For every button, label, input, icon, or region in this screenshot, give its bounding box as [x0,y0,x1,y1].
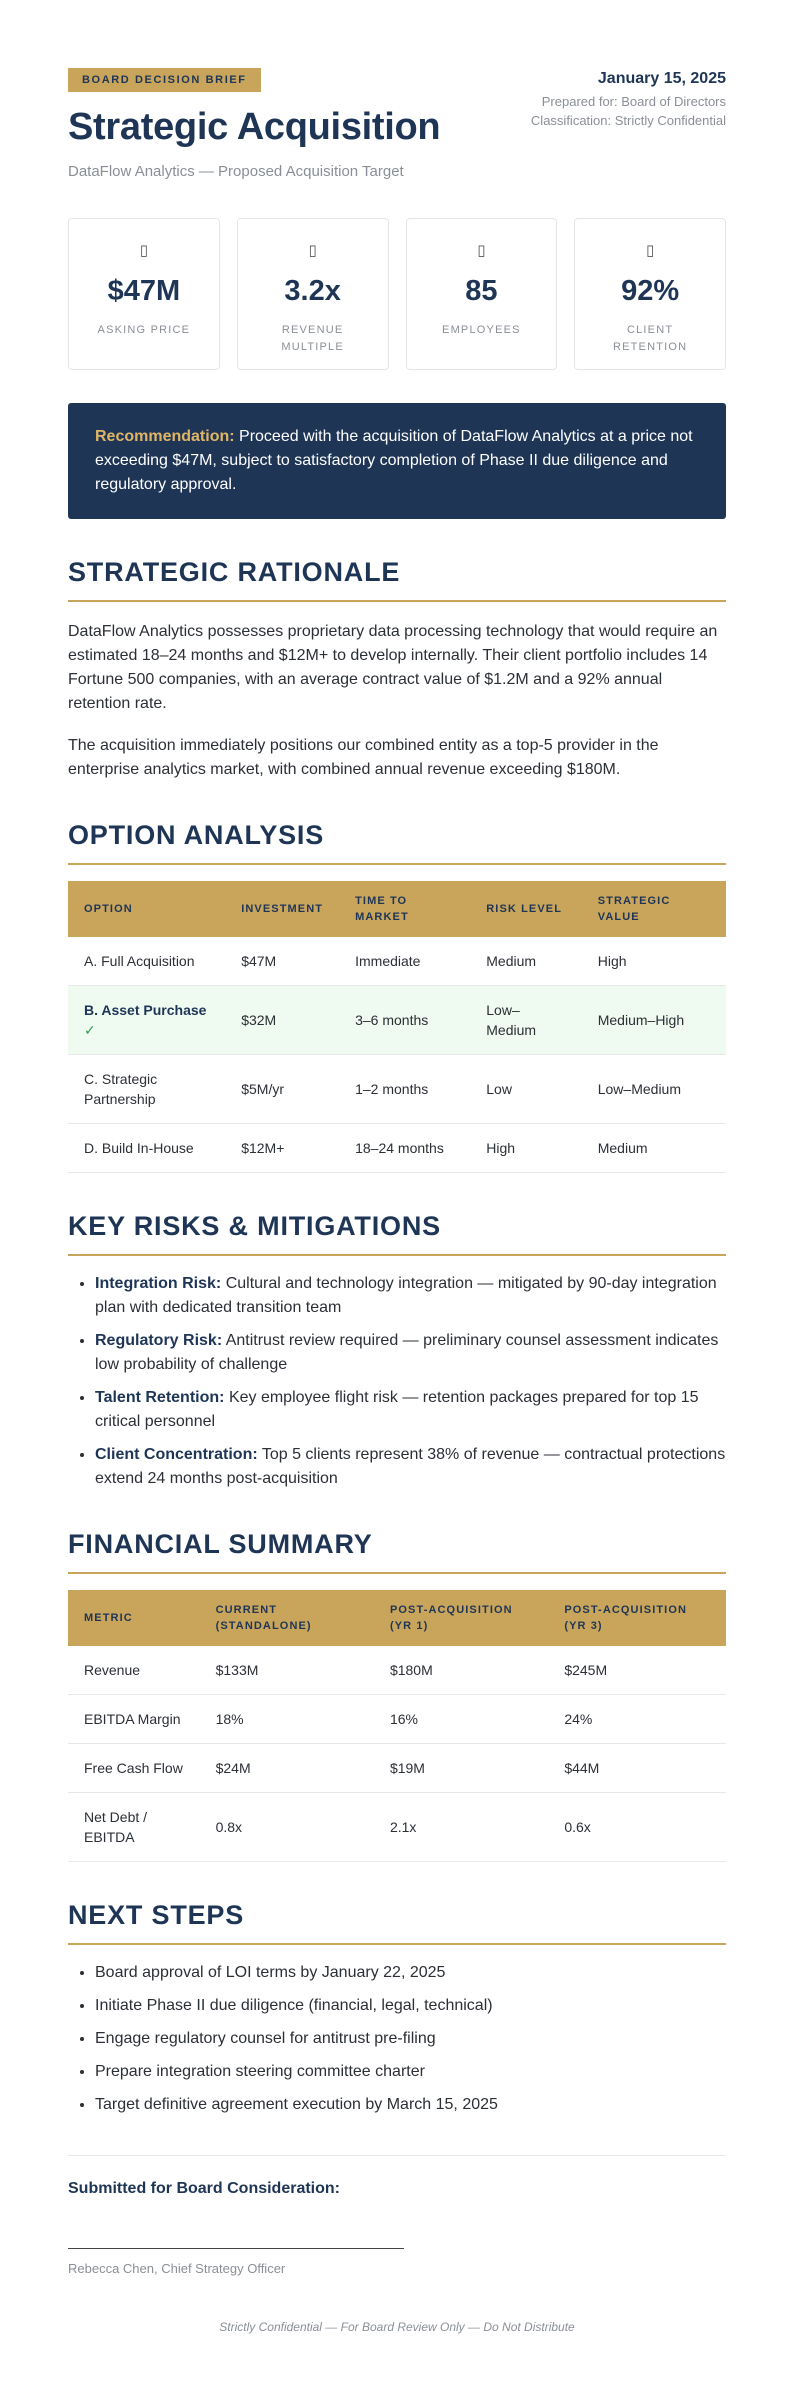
prepared-for: Prepared for: Board of Directors [541,94,726,109]
header-meta [531,68,726,128]
table-row [68,1646,726,1695]
option-cell: D. Build In-House [68,1124,225,1173]
risk-text: Antitrust review required — preliminary counsel assessment indicates low probability of challenge [95,1332,719,1373]
signature-title: Submitted for Board Consideration: [68,2180,340,2197]
yr1-cell: $180M [374,1646,548,1695]
rationale-paragraph: The acquisition immediately positions our combined entity as a top-5 provider in the enterprise analytics market, with combined annual revenue exceeding $180M. [68,737,659,778]
risk-label: Integration Risk: [95,1275,222,1292]
list-item [95,1443,726,1491]
option-analysis-table [68,881,726,1173]
time-cell: 3–6 months [339,986,470,1055]
kpi-value: 92% [621,275,680,307]
investment-cell: $47M [225,937,339,986]
kpi-value: 3.2x [284,275,341,307]
section-title-next-steps: NEXT STEPS [68,1900,726,1945]
people-icon: ▯ [477,242,486,259]
risk-list [68,1272,726,1491]
investment-cell: $5M/yr [225,1055,339,1124]
risk-label: Talent Retention: [95,1389,225,1406]
table-row [68,1793,726,1862]
table-row [68,937,726,986]
option-cell [68,986,225,1055]
kpi-card-revenue-multiple [237,218,389,370]
list-item: • Engage regulatory counsel for antitrust pre-filing [95,2027,726,2051]
value-cell: Medium [582,1124,726,1173]
signatory-name: Rebecca Chen, Chief Strategy Officer [68,2261,286,2276]
classification: Classification: Strictly Confidential [530,113,726,128]
table-row [68,1695,726,1744]
yr3-cell: $44M [548,1744,726,1793]
rationale-paragraph: DataFlow Analytics possesses proprietary data processing technology that would require an estimated 18–24 months and $12M+ to develop internally. Their client portfolio includes 14 Fortune 500 companies, with an average contract value of $1.2M and a 92% annual retention rate. [68,623,718,712]
risk-cell: High [470,1124,581,1173]
kpi-label: EMPLOYEES [442,324,521,336]
header [68,68,726,180]
metric-cell: EBITDA Margin [68,1695,200,1744]
time-cell: 18–24 months [339,1124,470,1173]
header-left [68,68,440,180]
current-cell: $133M [200,1646,374,1695]
risk-text: Key employee flight risk — retention packages prepared for top 15 critical personnel [95,1389,699,1430]
value-cell: High [582,937,726,986]
risk-cell: Medium [470,937,581,986]
kpi-value: $47M [107,275,181,307]
current-cell: $24M [200,1744,374,1793]
list-item: • Board approval of LOI terms by January 22, 2025 [95,1961,726,1985]
column-header: INVESTMENT [225,881,339,937]
risk-label: Client Concentration: [95,1446,258,1463]
financial-summary-table [68,1590,726,1862]
investment-cell: $32M [225,986,339,1055]
signature-block [68,2155,726,2276]
doc-type-badge: BOARD DECISION BRIEF [68,68,261,92]
signature-line [68,2248,404,2249]
table-row [68,1744,726,1793]
kpi-value: 85 [465,275,498,307]
yr3-cell: $245M [548,1646,726,1695]
yr1-cell: 16% [374,1695,548,1744]
kpi-card-asking-price [68,218,220,370]
table-header-row [68,881,726,937]
yr1-cell: 2.1x [374,1793,548,1862]
kpi-card-employees [406,218,558,370]
column-header: OPTION [68,881,225,937]
current-cell: 18% [200,1695,374,1744]
recommendation-text: Proceed with the acquisition of DataFlow Analytics at a price not exceeding $47M, subject to satisfactory completion of Phase II due diligence and regulatory approval. [95,428,693,493]
table-row [68,1055,726,1124]
kpi-label: CLIENT RETENTION [612,324,688,353]
checkmark-icon: ✓ [84,1022,96,1038]
column-header: POST-ACQUISITION (YR 1) [374,1590,548,1646]
metric-cell: Free Cash Flow [68,1744,200,1793]
target-icon: ▯ [645,242,655,259]
column-header: STRATEGIC VALUE [582,881,726,937]
risk-cell: Low–Medium [470,986,581,1055]
brief-date: January 15, 2025 [597,70,726,87]
chart-icon: ▯ [308,242,317,259]
option-cell: A. Full Acquisition [68,937,225,986]
kpi-label: REVENUE MULTIPLE [281,324,344,353]
table-row-recommended [68,986,726,1055]
confidentiality-footer: Strictly Confidential — For Board Review Only — Do Not Distribute [219,2320,575,2334]
time-cell: 1–2 months [339,1055,470,1124]
value-cell: Medium–High [582,986,726,1055]
column-header: CURRENT (STANDALONE) [200,1590,374,1646]
investment-cell: $12M+ [225,1124,339,1173]
list-item [95,1386,726,1434]
kpi-label: ASKING PRICE [97,324,191,336]
page-subtitle: DataFlow Analytics — Proposed Acquisition Target [68,163,404,180]
risk-label: Regulatory Risk: [95,1332,223,1349]
list-item: • Initiate Phase II due diligence (financial, legal, technical) [95,1994,726,2018]
column-header: RISK LEVEL [470,881,581,937]
section-title-rationale: STRATEGIC RATIONALE [68,557,726,602]
recommendation-box [68,403,726,519]
file-icon: ▯ [139,242,148,259]
kpi-card-client-retention [574,218,726,370]
option-name: B. Asset Purchase [84,1002,207,1018]
section-title-risks: KEY RISKS & MITIGATIONS [68,1211,726,1256]
column-header: POST-ACQUISITION (YR 3) [548,1590,726,1646]
risk-text: Cultural and technology integration — mitigated by 90-day integration plan with dedicated transition team [95,1275,717,1316]
current-cell: 0.8x [200,1793,374,1862]
recommendation-label: Recommendation: [95,428,235,445]
section-title-options: OPTION ANALYSIS [68,820,726,865]
next-steps-list [68,1961,726,2117]
list-item: • Target definitive agreement execution by March 15, 2025 [95,2093,726,2117]
value-cell: Low–Medium [582,1055,726,1124]
yr3-cell: 24% [548,1695,726,1744]
list-item [95,1329,726,1377]
yr1-cell: $19M [374,1744,548,1793]
table-header-row [68,1590,726,1646]
risk-text: Top 5 clients represent 38% of revenue — contractual protections extend 24 months post-acquisition [95,1446,726,1487]
column-header: METRIC [68,1590,200,1646]
table-row [68,1124,726,1173]
metric-cell: Net Debt / EBITDA [68,1793,200,1862]
yr3-cell: 0.6x [548,1793,726,1862]
metric-cell: Revenue [68,1646,200,1695]
section-title-financial: FINANCIAL SUMMARY [68,1529,726,1574]
page-title: Strategic Acquisition [68,106,441,148]
column-header: TIME TO MARKET [339,881,470,937]
time-cell: Immediate [339,937,470,986]
risk-cell: Low [470,1055,581,1124]
list-item [95,1272,726,1320]
list-item: • Prepare integration steering committee charter [95,2060,726,2084]
kpi-cards [68,218,726,370]
option-cell: C. Strategic Partnership [68,1055,225,1124]
